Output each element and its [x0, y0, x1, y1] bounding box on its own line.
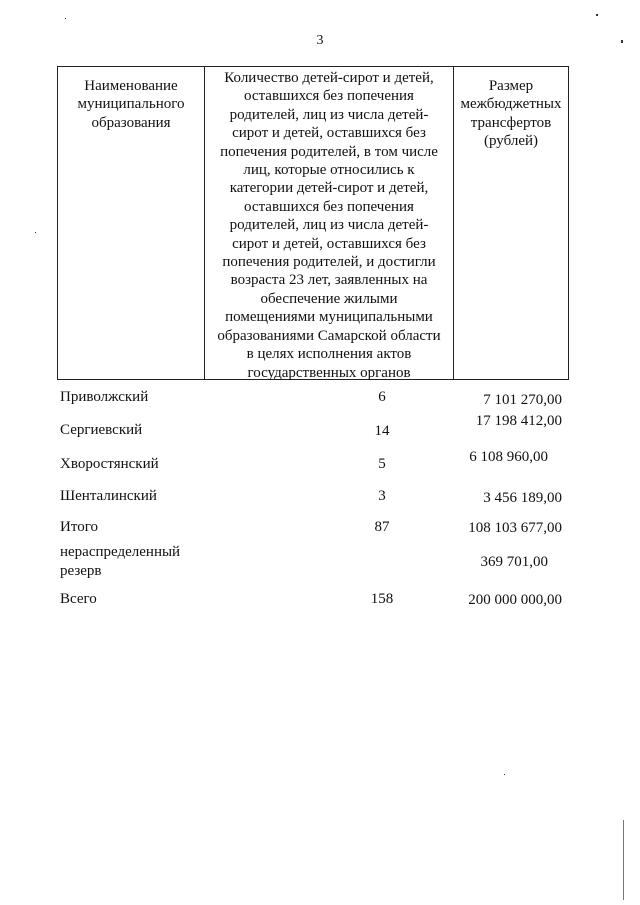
scan-mark — [65, 18, 66, 19]
table-header — [57, 66, 569, 380]
row-amount: 108 103 677,00 — [468, 520, 562, 536]
row-count: 158 — [370, 591, 394, 607]
scan-mark — [596, 14, 598, 16]
header-cell-children-count — [205, 67, 454, 379]
scan-mark — [35, 232, 36, 233]
scan-mark — [504, 774, 505, 775]
row-name: нераспределенный резерв — [60, 544, 181, 579]
row-amount: 17 198 412,00 — [475, 413, 562, 429]
row-amount: 3 456 189,00 — [483, 490, 562, 506]
row-count: 5 — [378, 456, 386, 472]
row-name: Сергиевский — [60, 422, 143, 438]
header-transfer-amount-label: Размер межбюджетных трансфертов (рублей) — [460, 78, 562, 150]
row-amount: 6 108 960,00 — [469, 449, 548, 465]
row-count: 87 — [374, 519, 390, 535]
scan-mark — [623, 820, 624, 900]
row-amount: 369 701,00 — [480, 554, 548, 570]
header-municipality-label: Наименование муниципального образования — [77, 78, 185, 131]
row-name: Шенталинский — [60, 488, 157, 504]
row-count: 6 — [378, 389, 386, 405]
row-name: Всего — [60, 591, 97, 607]
row-name: Хворостянский — [60, 456, 159, 472]
header-cell-transfer-amount — [454, 67, 568, 379]
header-cell-municipality — [58, 67, 205, 379]
row-name: Итого — [60, 519, 98, 535]
row-count: 3 — [378, 488, 386, 504]
scan-mark — [621, 40, 623, 43]
row-count: 14 — [374, 423, 390, 439]
header-children-count-label: Количество детей-сирот и детей, оставшихся без попечения родителей, лиц из числа детей- сирот и детей, оставшихся без попечения родителей, в том числе лиц, которые относились к категории детей-сирот и детей, оставшихся без попечения родителей, лиц из числа детей- сирот и детей, оставшихся без попечения родителей, и достигли возраста 23 лет, заявленных на обеспечение жилыми помещениями муниципальными образованиями Самарской области в целях исполнения актов государственных органов — [217, 70, 441, 381]
row-amount: 200 000 000,00 — [468, 592, 562, 608]
row-name: Приволжский — [60, 389, 149, 405]
row-amount: 7 101 270,00 — [483, 392, 562, 408]
page-number: 3 — [316, 33, 324, 48]
